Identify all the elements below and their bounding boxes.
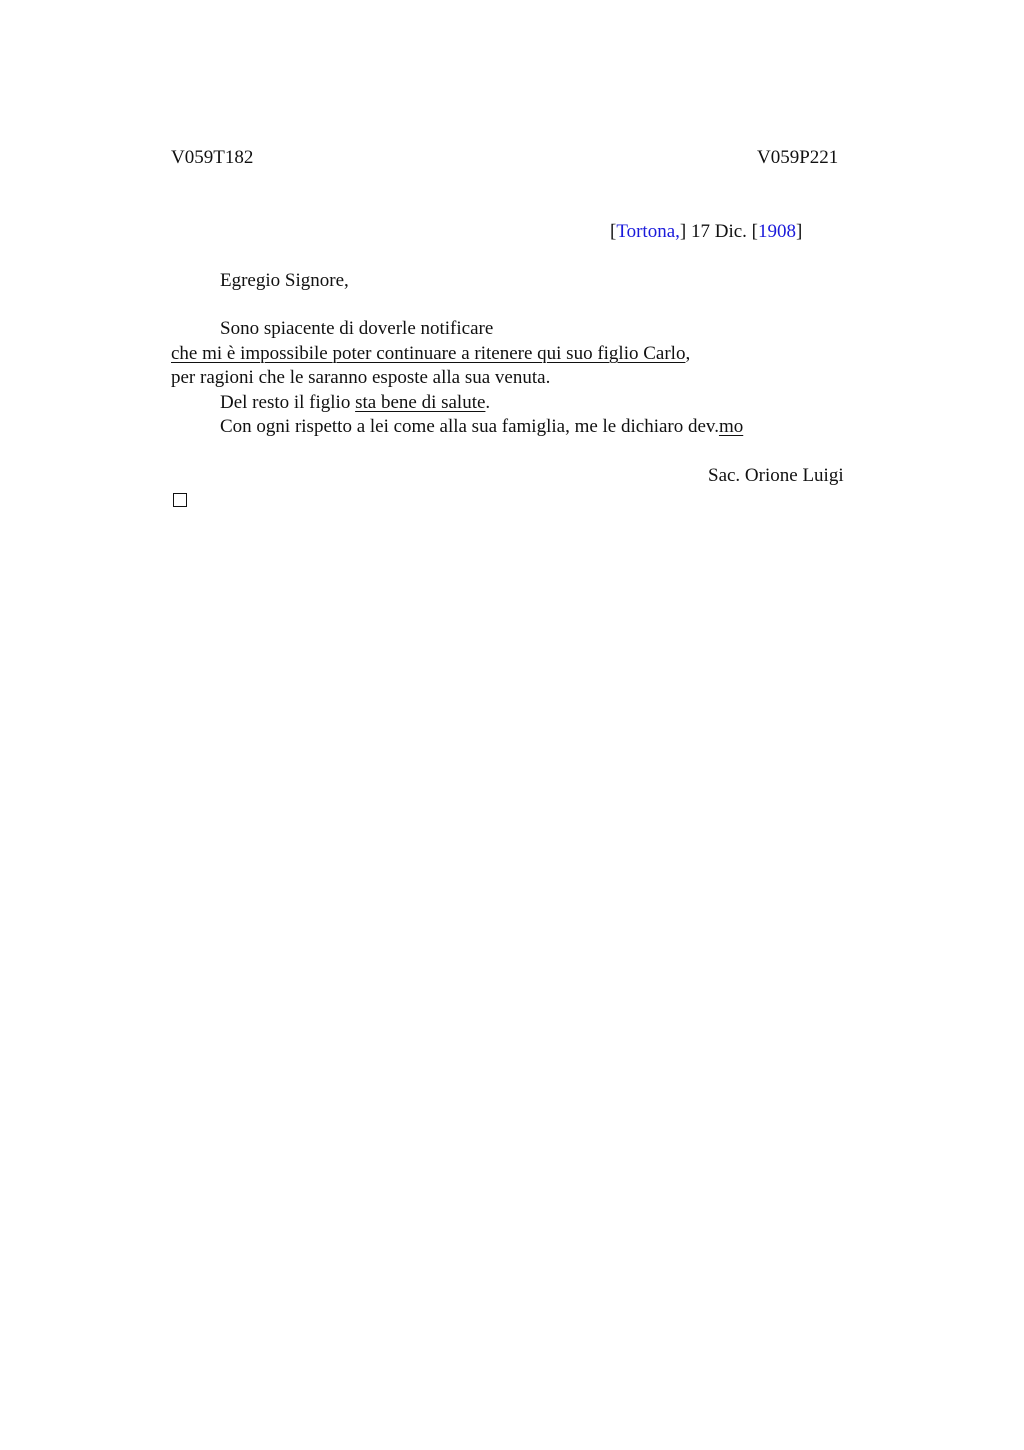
dateline-place: Tortona, <box>616 221 680 242</box>
body-line-1: Sono spiacente di doverle notificare <box>220 318 494 339</box>
body-line-4-end: . <box>485 392 491 413</box>
body-line-4 <box>220 391 490 415</box>
dateline-date: ] 17 Dic. [ <box>679 221 758 242</box>
body-line-5-start: Con ogni rispetto a lei come alla sua famiglia, me le dichiaro dev. <box>220 416 719 437</box>
header-code-right: V059P221 <box>757 147 839 168</box>
body-line-2-end: , <box>685 343 691 364</box>
dateline-close-bracket: ] <box>796 221 803 242</box>
body-line-2-underlined: che mi è impossibile poter continuare a ritenere qui suo figlio Carlo <box>171 343 686 364</box>
body-line-2 <box>171 342 690 366</box>
salutation: Egregio Signore, <box>220 270 349 291</box>
header-code-left: V059T182 <box>171 147 254 168</box>
body-line-3: per ragioni che le saranno esposte alla sua venuta. <box>171 367 551 388</box>
dateline-open-bracket: [ <box>610 221 617 242</box>
body-line-5-underlined: mo <box>718 416 744 437</box>
body-line-5 <box>220 415 743 439</box>
end-of-letter-box-icon <box>173 493 187 507</box>
body-line-4-start: Del resto il figlio <box>220 392 356 413</box>
dateline <box>610 220 802 244</box>
body-line-4-underlined: sta bene di salute <box>355 392 486 413</box>
signature: Sac. Orione Luigi <box>708 465 844 486</box>
dateline-year: 1908 <box>758 221 796 242</box>
